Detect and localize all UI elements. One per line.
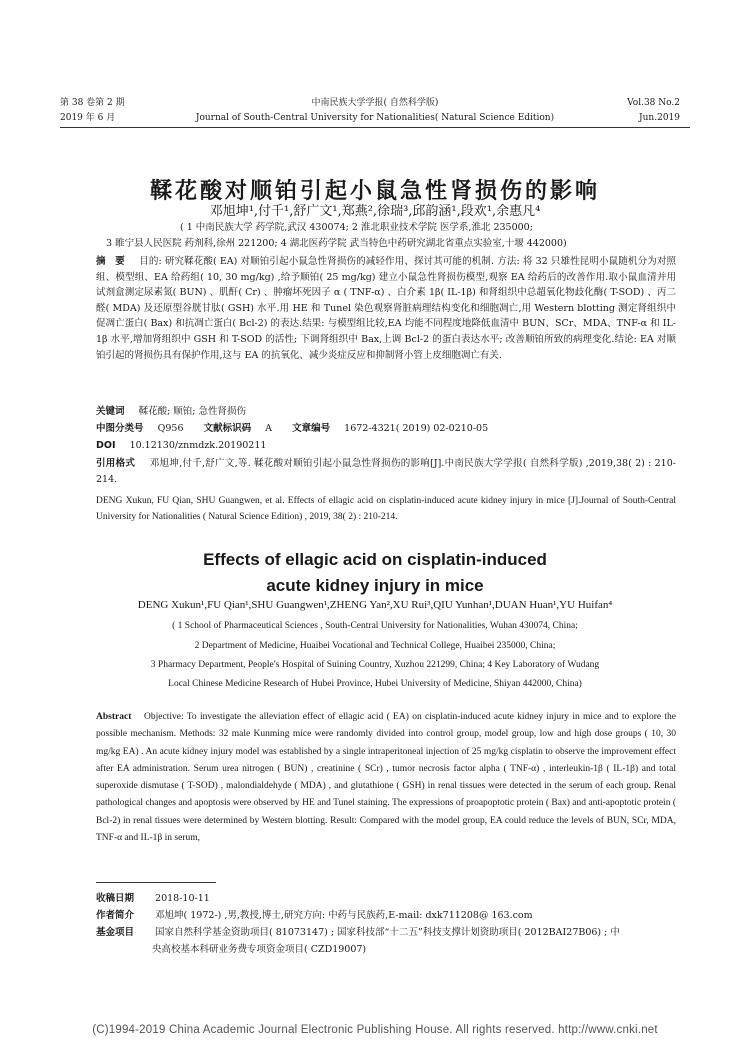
en-title-line2: acute kidney injury in mice	[266, 576, 484, 595]
author-bio-label: 作者简介	[96, 910, 135, 921]
header-month: Jun.2019	[639, 113, 680, 123]
cn-abstract-label: 摘 要	[96, 256, 125, 267]
en-affiliation-line3: 3 Pharmacy Department, People′s Hospital of Suining Country, Xuzhou 221299, China; 4 Key Laboratory of Wudang	[150, 660, 600, 670]
clc-value: Q956	[157, 423, 184, 434]
cn-abstract	[96, 254, 676, 363]
cn-affiliation-line2: 3 睢宁县人民医院 药剂科,徐州 221200; 4 湖北医药学院 武当特色中药研究湖北省重点实验室,十堰 442000)	[106, 238, 567, 249]
fund-value-line2: 央高校基本科研业务费专项资金项目( CZD19007)	[152, 944, 367, 955]
en-title-line1: Effects of ellagic acid on cisplatin-induced	[203, 550, 547, 569]
header-volume: Vol.38 No.2	[627, 98, 680, 108]
header-journal-cn: 中南民族大学学报( 自然科学版)	[311, 98, 439, 108]
cn-authors: 邓旭坤¹,付千¹,舒广文¹,郑燕²,徐瑞³,邱韵涵¹,段欢¹,余惠凡⁴	[209, 204, 541, 219]
citation-cn	[96, 456, 676, 487]
fund-value-line1: 国家自然科学基金资助项目( 81073147) ; 国家科技部“十二五”科技支撑计划资助项目( 2012BAI27B06) ; 中	[155, 927, 620, 938]
footnote-rule	[96, 882, 216, 883]
en-affiliation-line1: ( 1 School of Pharmaceutical Sciences , South-Central University for Nationalities, Wuhan 430074, China;	[172, 621, 578, 631]
author-bio-value: 邓旭坤( 1972-) ,男,教授,博士,研究方向: 中药与民族药,E-mail: dxk711208@ 163.com	[155, 910, 533, 921]
en-authors: DENG Xukun¹,FU Qian¹,SHU Guangwen¹,ZHENG Yan²,XU Rui³,QIU Yunhan¹,DUAN Huan¹,YU Huifan⁴	[137, 599, 613, 611]
copyright-footer: (C)1994-2019 China Academic Journal Electronic Publishing House. All rights reserved. http://www.cnki.net	[92, 1024, 658, 1036]
doc-code-value: A	[265, 423, 273, 434]
keywords-label: 关键词	[96, 406, 125, 417]
received-label: 收稿日期	[96, 893, 135, 904]
fund-label: 基金项目	[96, 927, 135, 938]
en-abstract	[96, 709, 676, 847]
header-rule	[60, 127, 690, 128]
footnote-received	[96, 891, 696, 907]
footnote-author	[96, 908, 696, 924]
en-affiliation-line4: Local Chinese Medicine Research of Hubei Province, Hubei University of Medicine, Shiyan 442000, China)	[168, 679, 582, 689]
keywords-text: 鞣花酸; 顺铂; 急性肾损伤	[138, 406, 247, 417]
en-abstract-text: Objective: To investigate the alleviation effect of ellagic acid ( EA) on cisplatin-induced acute kidney injury in mice and to explore the possible mechanism. Methods: 32 male Kunming mice were randomly divided into control group, model group, low and high dose groups ( 10, 30 mg/kg EA) . An acute kidney injury model was established by a single intraperitoneal injection of 25 mg/kg cisplatin to observe the improvement effect after EA administration. Serum urea nitrogen ( BUN) , creatinine ( SCr) , tumor necrosis factor alpha ( TNF-α) , interleukin-1β ( IL-1β) and total superoxide dismutase ( T-SOD) , malondialdehyde ( MDA) , and glutathione ( GSH) in renal tissues were detected in the serum of each group. Renal pathological changes and apoptosis were observed by HE and Tunel staining. The expressions of proapoptotic protein ( Bax) and anti-apoptotic protein ( Bcl-2) in renal tissues were determined by Western blotting. Result: Compared with the model group, EA could reduce the levels of BUN, SCr, MDA, TNF-α and IL-1β in serum,	[96, 712, 676, 844]
article-no-label: 文章编号	[292, 423, 331, 434]
classification-line	[96, 421, 676, 436]
cite-label: 引用格式	[96, 458, 136, 469]
cn-title: 鞣花酸对顺铂引起小鼠急性肾损伤的影响	[149, 179, 600, 204]
en-abstract-label: Abstract	[96, 712, 132, 722]
header-issue: 第 38 卷第 2 期	[60, 98, 125, 108]
cn-keywords	[96, 404, 676, 419]
cite-cn-text: 邓旭坤,付千,舒广文,等. 鞣花酸对顺铂引起小鼠急性肾损伤的影响[J].中南民族大学学报( 自然科学版) ,2019,38( 2) : 210-214.	[96, 458, 676, 485]
header-journal-en: Journal of South-Central University for Nationalities( Natural Science Edition)	[195, 113, 555, 123]
article-no-value: 1672-4321( 2019) 02-0210-05	[344, 423, 489, 434]
clc-label: 中图分类号	[96, 423, 144, 434]
cn-abstract-text: 目的: 研究鞣花酸( EA) 对顺铂引起小鼠急性肾损伤的减轻作用、探讨其可能的机制. 方法: 将 32 只雄性昆明小鼠随机分为对照组、模型组、EA 给药组( 10, 30 mg/kg) ,给予顺铂( 25 mg/kg) 建立小鼠急性肾损伤模型,观察 EA 给药后的改善作用.取小鼠血清并用试剂盒测定尿素氮( BUN) 、肌酐( Cr) 、肿瘤坏死因子 α ( TNF-α) 、白介素 1β( IL-1β) 和肾组织中总超氧化物歧化酶( T-SOD) 、丙二醛( MDA) 及还原型谷胱甘肽( GSH) 水平.用 HE 和 Tunel 染色观察肾脏病理结构变化和细胞凋亡,用 Western blotting 测定肾组织中促凋亡蛋白( Bax) 和抗凋亡蛋白( Bcl-2) 的表达.结果: 与模型组比较,EA 均能不同程度地降低血清中 BUN、SCr、MDA、TNF-α 和 IL-1β 水平,增加肾组织中 GSH 和 T-SOD 的活性; 下调肾组织中 Bax,上调 Bcl-2 的蛋白表达水平; 改善顺铂所致的病理变化.结论: EA 对顺铂引起的肾损伤具有保护作用,这与 EA 的抗氧化、减少炎症反应和抑制肾小管上皮细胞凋亡有关.	[96, 256, 676, 361]
received-value: 2018-10-11	[155, 893, 210, 904]
cn-affiliation-line1: ( 1 中南民族大学 药学院,武汉 430074; 2 淮北职业技术学院 医学系,淮北 235000;	[180, 222, 533, 233]
doi-value: 10.12130/znmdzk.20190211	[129, 440, 267, 451]
header-date: 2019 年 6 月	[60, 113, 116, 123]
doi-line	[96, 438, 676, 453]
citation-en: DENG Xukun, FU Qian, SHU Guangwen, et al. Effects of ellagic acid on cisplatin-induced acute kidney injury in mice [J].Journal of South-Central University for Nationalities ( Natural Science Edition) , 2019, 38( 2) : 210-214.	[96, 496, 676, 522]
doi-label: DOI	[96, 440, 116, 451]
doc-code-label: 文献标识码	[203, 423, 252, 434]
en-affiliation-line2: 2 Department of Medicine, Huaibei Vocational and Technical College, Huaibei 235000, China;	[194, 641, 556, 651]
footnote-fund	[96, 925, 696, 941]
